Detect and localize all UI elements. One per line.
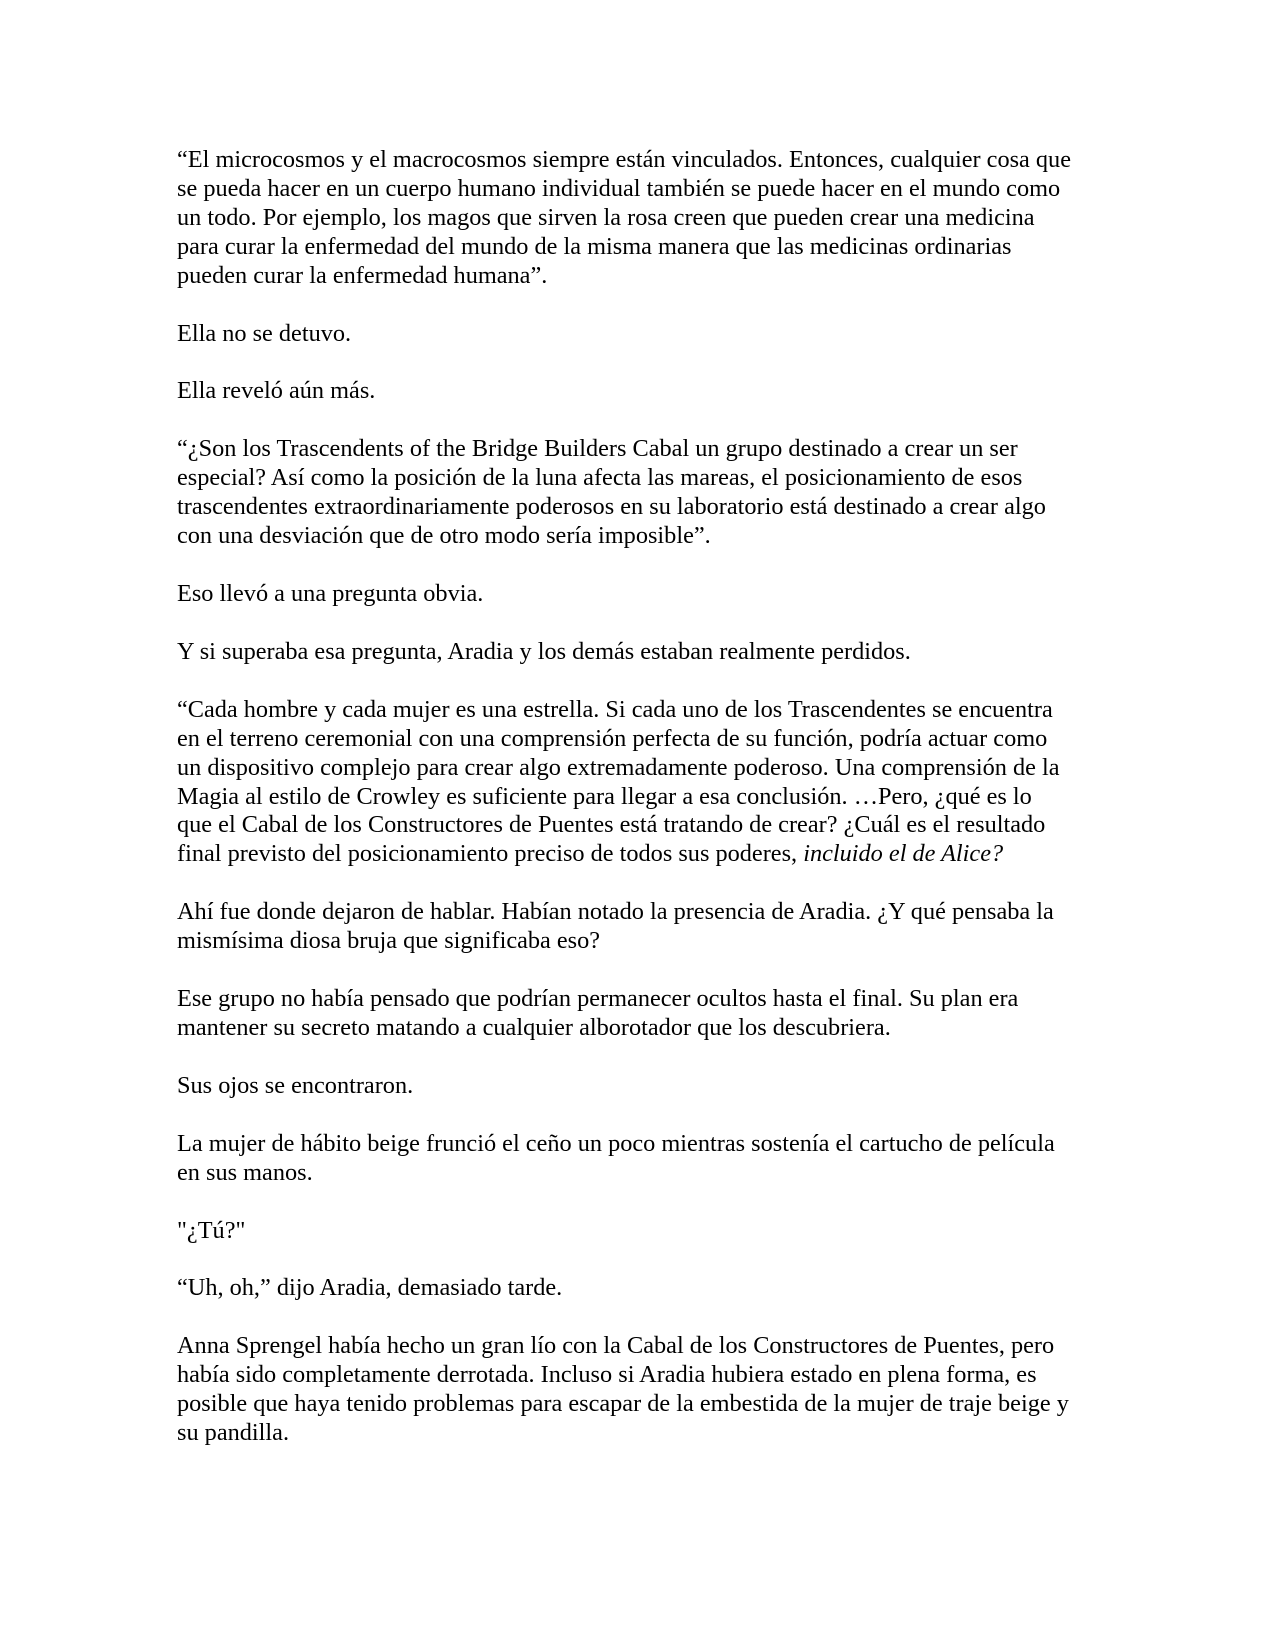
paragraph-mujer-beige: La mujer de hábito beige frunció el ceño un poco mientras sostenía el cartucho de película en sus manos. [177, 1129, 1055, 1186]
paragraph-ocultos: Ese grupo no había pensado que podrían permanecer ocultos hasta el final. Su plan era mantener su secreto matando a cualquier alborotador que los descubriera. [177, 985, 1019, 1041]
paragraph-pregunta-obvia: Eso llevó a una pregunta obvia. [177, 579, 484, 607]
body-text [177, 146, 1107, 1477]
paragraph-ella-revelo: Ella reveló aún más. [177, 377, 376, 405]
paragraph-realmente-perdidos: Y si superaba esa pregunta, Aradia y los demás estaban realmente perdidos. [177, 637, 911, 665]
paragraph-uh-oh: “Uh, oh,” dijo Aradia, demasiado tarde. [177, 1274, 563, 1302]
paragraph-microcosmos: “El microcosmos y el macrocosmos siempre están vinculados. Entonces, cualquier cosa que se pueda hacer en un cuerpo humano individual también se puede hacer en el mundo como un todo. Por ejemplo, los magos que sirven la rosa creen que pueden crear una medicina para curar la enfermedad del mundo de la misma manera que las medicinas ordinarias pueden curar la enfermedad humana”. [177, 146, 1071, 289]
paragraph-dejaron-de-hablar: Ahí fue donde dejaron de hablar. Habían notado la presencia de Aradia. ¿Y qué pensaba la mismísima diosa bruja que significaba eso? [177, 898, 1054, 955]
paragraph-tu: "¿Tú?" [177, 1216, 246, 1244]
paragraph-estrella-italic: incluido el de Alice? [803, 840, 1004, 868]
paragraph-ojos: Sus ojos se encontraron. [177, 1071, 414, 1099]
paragraph-trascendents: “¿Son los Trascendents of the Bridge Builders Cabal un grupo destinado a crear un ser especial? Así como la posición de la luna afecta las mareas, el posicionamiento de esos trascendentes extraordinariamente poderosos en su laboratorio está destinado a crear algo con una desviación que de otro modo sería imposible”. [177, 435, 1046, 550]
paragraph-estrella-main: “Cada hombre y cada mujer es una estrella. Si cada uno de los Trascendentes se encuentra en el terreno ceremonial con una comprensión perfecta de su función, podría actuar como un dispositivo complejo para crear algo extremadamente poderoso. Una comprensión de la Magia al estilo de Crowley es suficiente para llegar a esa conclusión. …Pero, ¿qué es lo que el Cabal de los Constructores de Puentes está tratando de crear? ¿Cuál es el resultado final previsto del posicionamiento preciso de todos sus poderes, [177, 695, 1060, 868]
paragraph-ella-no-se-detuvo: Ella no se detuvo. [177, 319, 352, 347]
paragraph-estrella [177, 696, 1107, 869]
paragraph-anna-sprengel: Anna Sprengel había hecho un gran lío con la Cabal de los Constructores de Puentes, pero había sido completamente derrotada. Incluso si Aradia hubiera estado en plena forma, es posible que haya tenido problemas para escapar de la embestida de la mujer de traje beige y su pandilla. [177, 1332, 1069, 1447]
